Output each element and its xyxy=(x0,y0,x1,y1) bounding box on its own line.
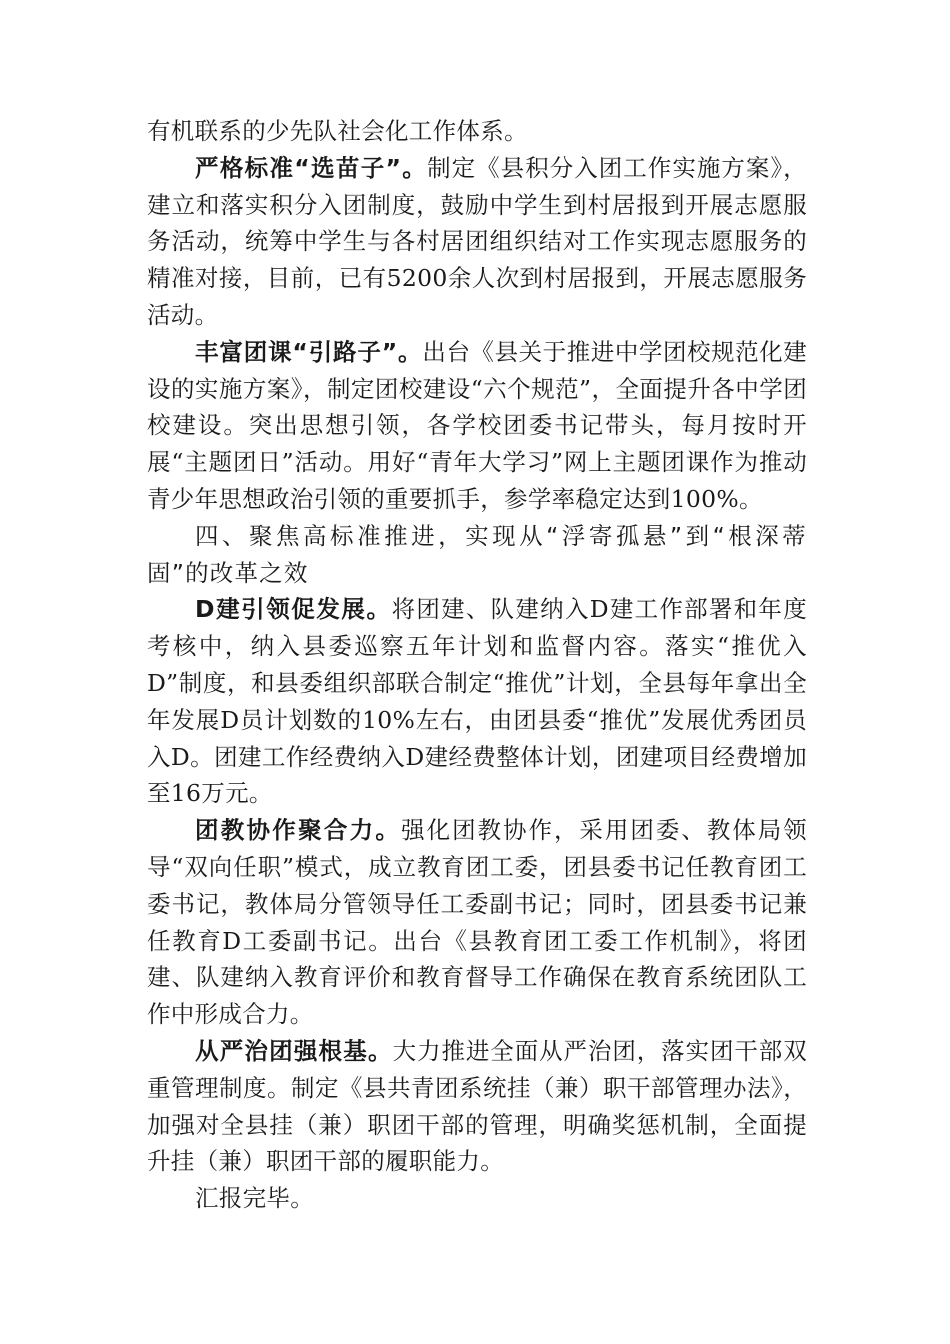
paragraph-lead: 严格标准“选苗子”。 xyxy=(195,153,428,182)
paragraph-text: 大力推进全面从严治团，落实团干部双重管理制度。制定《县共青团系统挂（兼）职干部管理办法》，加强对全县挂（兼）职团干部的管理，明确奖惩机制，全面提升挂（兼）职团干部的履职能力。 xyxy=(147,1036,807,1176)
paragraph-text: 将团建、队建纳入D建工作部署和年度考核中，纳入县委巡察五年计划和监督内容。落实“推优入D”制度，和县委组织部联合制定“推优”计划，全县每年拿出全年发展D员计划数的10%左右，由团县委“推优”发展优秀团员入D。团建工作经费纳入D建经费整体计划，团建项目经费增加至16万元。 xyxy=(147,595,807,808)
paragraph-league-education xyxy=(147,812,807,1033)
paragraph-text: 强化团教协作，采用团委、教体局领导“双向任职”模式，成立教育团工委，团县委书记任教育团工委书记，教体局分管领导任工委副书记；同时，团县委书记兼任教育D工委副书记。出台《县教育团工委工作机制》，将团建、队建纳入教育评价和教育督导工作确保在教育系统团队工作中形成合力。 xyxy=(147,816,807,1029)
paragraph-strict-governance xyxy=(147,1033,807,1180)
paragraph-lead: 丰富团课“引路子”。 xyxy=(195,337,423,366)
paragraph-lead: 从严治团强根基。 xyxy=(195,1036,393,1065)
document-body xyxy=(147,113,807,1217)
paragraph-party-building xyxy=(147,591,807,812)
paragraph-text: 出台《县关于推进中学团校规范化建设的实施方案》，制定团校建设“六个规范”，全面提升各中学团校建设。突出思想引领，各学校团委书记带头，每月按时开展“主题团日”活动。用好“青年大学习”网上主题团课作为推动青少年思想政治引领的重要抓手，参学率稳定达到100%。 xyxy=(147,337,807,513)
closing-line: 汇报完毕。 xyxy=(195,1184,314,1213)
opening-line: 有机联系的少先队社会化工作体系。 xyxy=(147,117,528,145)
section-heading: 四、聚焦高标准推进，实现从“浮寄孤悬”到“根深蒂固”的改革之效 xyxy=(147,521,807,587)
paragraph-lead: 团教协作聚合力。 xyxy=(195,816,402,845)
paragraph-lead: D建引领促发展。 xyxy=(195,595,392,624)
paragraph-league-class xyxy=(147,334,807,518)
paragraph-text: 制定《县积分入团工作实施方案》，建立和落实积分入团制度，鼓励中学生到村居报到开展志愿服务活动，统筹中学生与各村居团组织结对工作实现志愿服务的精准对接，目前，已有5200余人次到村居报到，开展志愿服务活动。 xyxy=(147,153,807,329)
paragraph-select-seedlings xyxy=(147,150,807,334)
